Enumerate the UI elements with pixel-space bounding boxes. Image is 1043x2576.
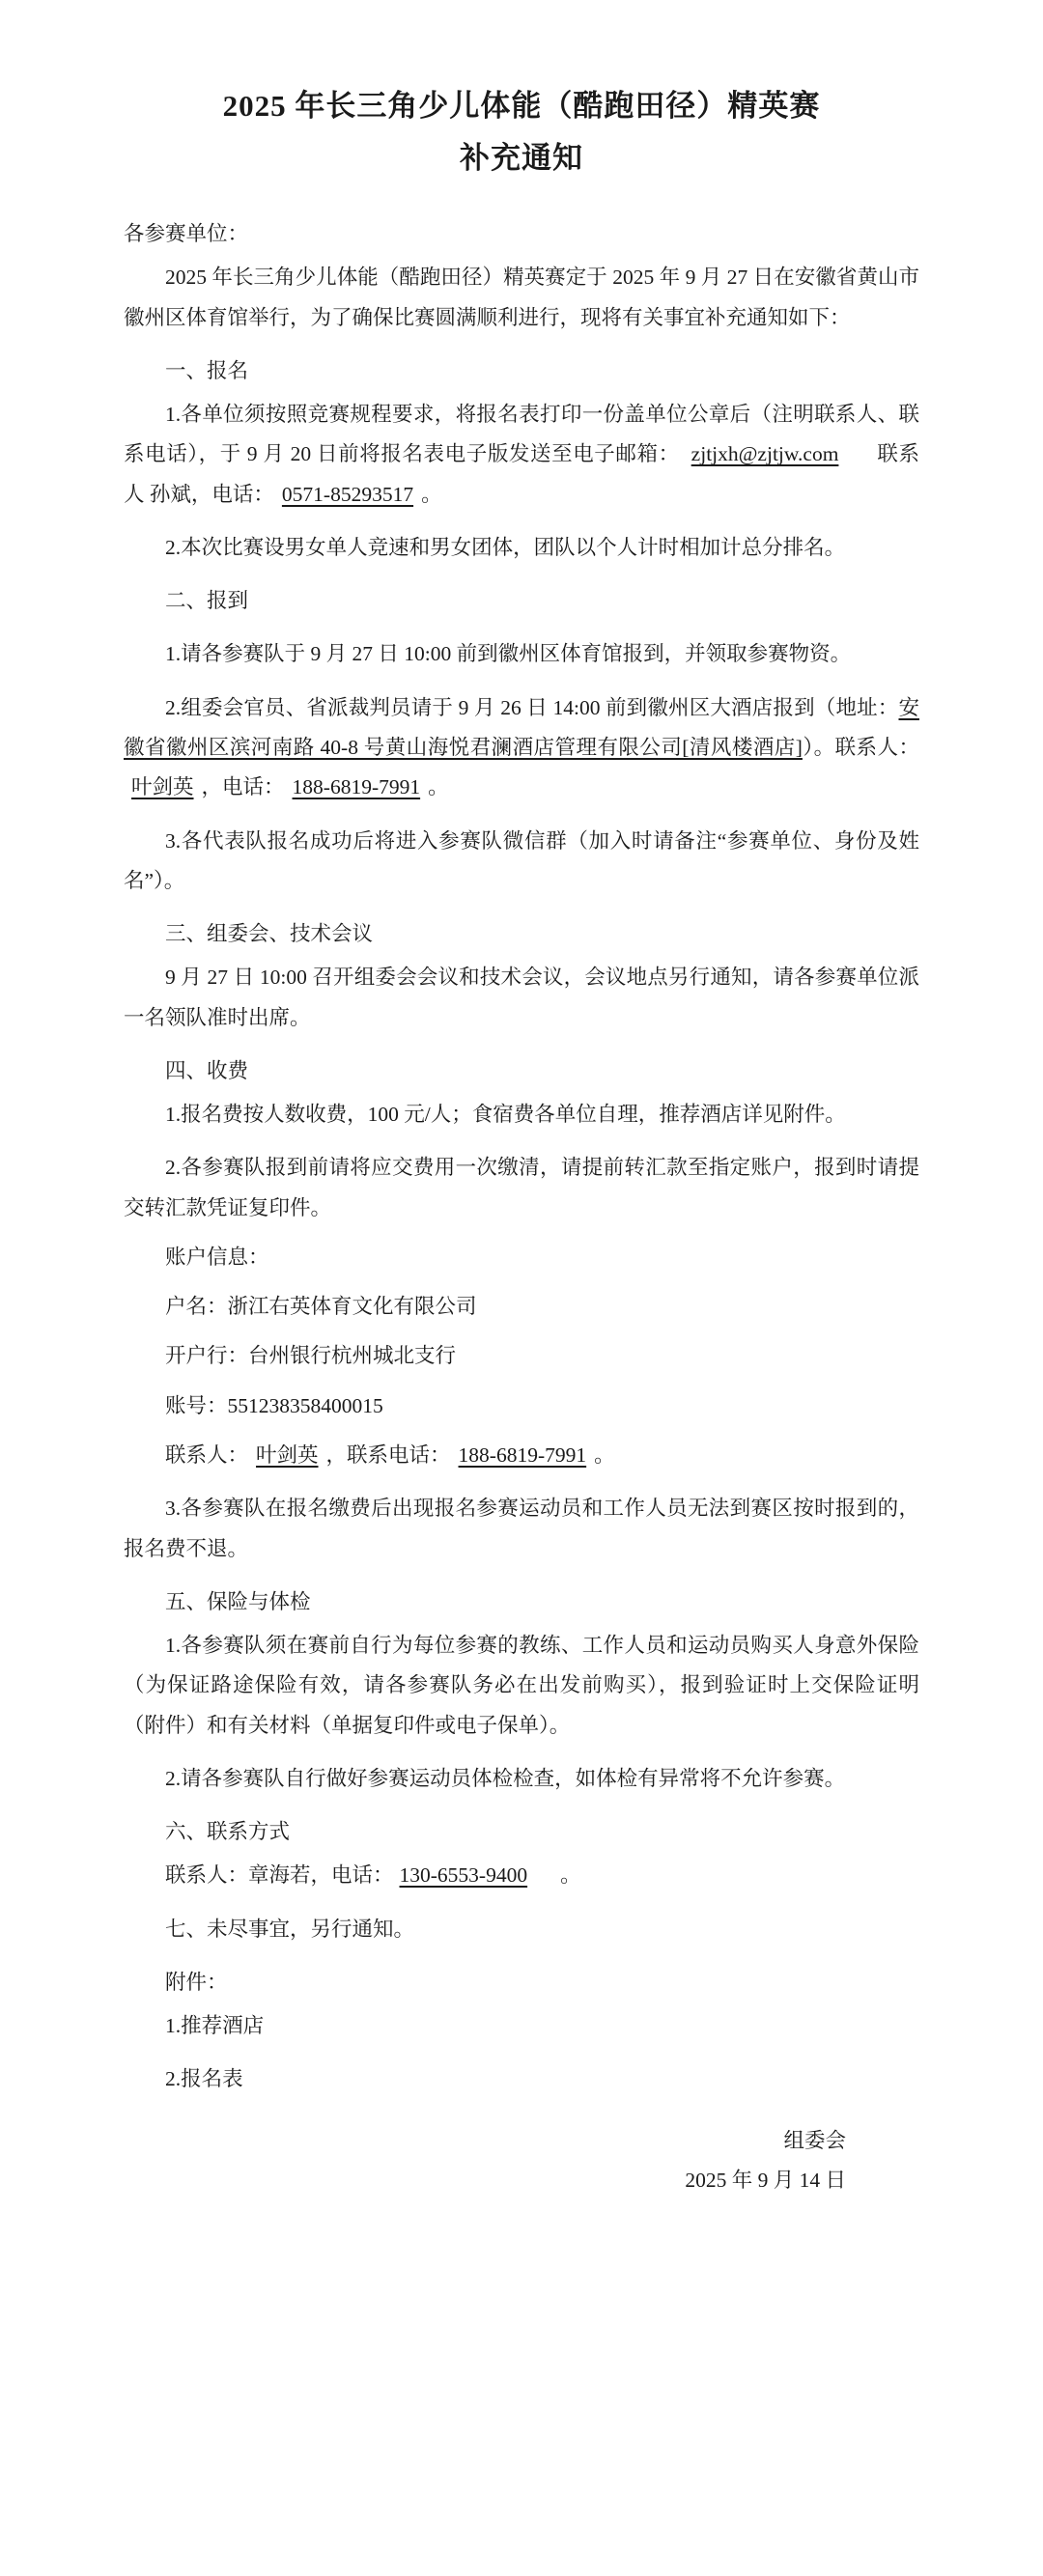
section-1-item-1-text-before: 1.各单位须按照竞赛规程要求，将报名表打印一份盖单位公章后（注明联系人、联系电话），于 9 月 20 日前将报名表电子版发送至电子邮箱： — [124, 403, 919, 466]
contact-phone-value: 130-6553-9400 — [399, 1863, 528, 1888]
section-1-item-2: 2.本次比赛设男女单人竞速和男女团体，团队以个人计时相加计总分排名。 — [165, 535, 846, 559]
account-phone-prefix: ，联系电话： — [325, 1443, 451, 1467]
account-number-line: 账号：551238358400015 — [165, 1393, 383, 1417]
section-2-item-2-text-after: 。 — [428, 775, 449, 799]
section-2-item-2-text-mid: ）。联系人： — [802, 736, 919, 760]
email-value: zjtjxh@zjtjw.com — [691, 442, 839, 466]
page-title-line2: 补充通知 — [460, 141, 583, 176]
section-4-item-3: 3.各参赛队在报名缴费后出现报名参赛运动员和工作人员无法到赛区按时报到的，报名费不退。 — [124, 1497, 919, 1560]
signature-organization: 组委会 — [783, 2128, 846, 2152]
phone-value-2: 188-6819-7991 — [292, 775, 421, 799]
section-heading-6: 六、联系方式 — [165, 1820, 291, 1844]
section-2-item-2-text-before: 2.组委会官员、省派裁判员请于 9 月 26 日 14:00 前到徽州区大酒店报到（地址： — [165, 695, 899, 719]
section-heading-4: 四、收费 — [165, 1058, 249, 1082]
section-3-item-1: 9 月 27 日 10:00 召开组委会会议和技术会议，会议地点另行通知，请各参赛单位派一名领队准时出席。 — [124, 966, 919, 1029]
contact-name-value-1: 叶剑英 — [131, 775, 194, 799]
section-heading-2: 二、报到 — [165, 589, 249, 613]
section-5-item-2: 2.请各参赛队自行做好参赛运动员体检检查，如体检有异常将不允许参赛。 — [165, 1766, 846, 1790]
intro-paragraph: 2025 年长三角少儿体能（酷跑田径）精英赛定于 2025 年 9 月 27 日在安徽省黄山市徽州区体育馆举行，为了确保比赛圆满顺利进行，现将有关事宜补充通知如下： — [124, 266, 919, 329]
attachment-item-2: 2.报名表 — [165, 2067, 243, 2091]
section-6-contact-line — [124, 1856, 919, 1895]
section-2-item-1: 1.请各参赛队于 9 月 27 日 10:00 前到徽州区体育馆报到，并领取参赛物资。 — [165, 642, 852, 666]
page-title-line1: 2025 年长三角少儿体能（酷跑田径）精英赛 — [222, 89, 821, 123]
phone-value-1: 0571-85293517 — [281, 482, 414, 506]
section-4-item-2: 2.各参赛队报到前请将应交费用一次缴清，请提前转汇款至指定账户，报到时请提交转汇款凭证复印件。 — [124, 1156, 919, 1219]
section-4-item-1: 1.报名费按人数收费，100 元/人；食宿费各单位自理，推荐酒店详见附件。 — [165, 1103, 846, 1127]
hotel-address-value: 安徽省徽州区滨河南路 40-8 号黄山海悦君澜酒店管理有限公司[清风楼酒店] — [124, 695, 919, 760]
section-2-item-3: 3.各代表队报名成功后将进入参赛队微信群（加入时请备注“参赛单位、身份及姓名”）。 — [124, 828, 919, 892]
document-body — [124, 214, 919, 2100]
section-heading-3: 三、组委会、技术会议 — [165, 922, 374, 946]
account-line-suffix: 。 — [594, 1443, 615, 1467]
section-1-item-1-text-mid: 联系人 孙斌 — [124, 442, 920, 506]
section-heading-7: 七、未尽事宜，另行通知。 — [165, 1917, 415, 1941]
section-heading-1: 一、报名 — [165, 358, 249, 382]
account-bank-line: 开户行：台州银行杭州城北支行 — [165, 1344, 457, 1368]
account-name-line: 户名：浙江右英体育文化有限公司 — [165, 1295, 477, 1319]
account-info-heading: 账户信息： — [165, 1245, 269, 1269]
signature-date: 2025 年 9 月 14 日 — [685, 2168, 846, 2192]
section-2-item-2-text-mid2: ，电话： — [201, 775, 285, 799]
account-contact-line — [124, 1436, 919, 1475]
section-2-item-2 — [124, 688, 919, 808]
section-6-contact-suffix: 。 — [560, 1863, 581, 1888]
attachment-item-1: 1.推荐酒店 — [165, 2014, 265, 2038]
account-contact-prefix: 联系人： — [165, 1443, 249, 1467]
account-contact-name: 叶剑英 — [256, 1443, 319, 1467]
section-6-contact-prefix: 联系人：章海若，电话： — [165, 1863, 394, 1888]
account-phone-value: 188-6819-7991 — [458, 1443, 587, 1467]
section-1-item-1-text-after: 。 — [421, 482, 442, 506]
salutation: 各参赛单位： — [124, 222, 249, 246]
attachments-heading: 附件： — [165, 1970, 228, 1994]
section-heading-5: 五、保险与体检 — [165, 1589, 311, 1613]
signature-block — [124, 2121, 919, 2200]
section-1-item-1 — [124, 395, 919, 515]
account-info-block — [124, 1238, 919, 1475]
section-5-item-1: 1.各参赛队须在赛前自行为每位参赛的教练、工作人员和运动员购买人身意外保险（为保证路途保险有效，请各参赛队务必在出发前购买），报到验证时上交保险证明（附件）和有关材料（单据复印件或电子保单）。 — [124, 1634, 919, 1737]
section-1-item-1-text-mid2: ，电话： — [190, 482, 274, 506]
